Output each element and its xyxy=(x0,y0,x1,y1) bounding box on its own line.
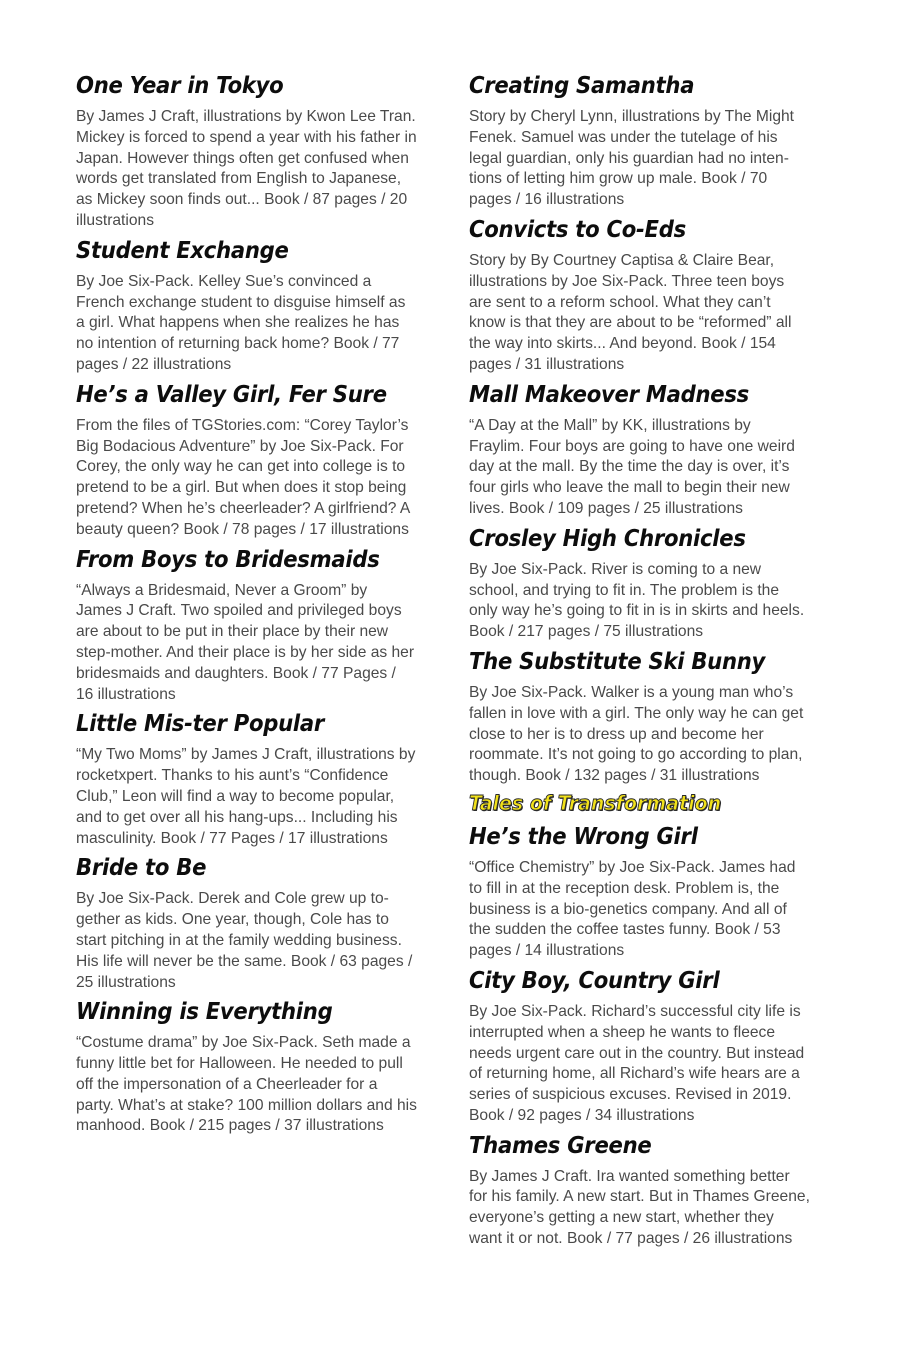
book-description: By James J Craft. Ira wanted something better for his family. A new start. But in Thames Greene, everyone’s getting a new start, whether they want it or not. Book / 77 pages / 26 illustrations xyxy=(469,1167,810,1248)
left-column xyxy=(76,70,438,1140)
book-title: Mall Makeover Madness xyxy=(469,381,749,408)
book-description: By Joe Six-Pack. Richard’s successful city life is interrupted when a sheep he wants to fleece needs urgent care out in the country. But instead of returning home, all Richard’s wife hears are a series of suspicious excuses. Revised in 2019. Book / 92 pages / 34 illustrations xyxy=(469,1002,805,1124)
book-entry xyxy=(469,646,831,787)
book-description: “Office Chemistry” by Joe Six-Pack. James had to fill in at the reception desk. Problem is, the business is a bio-genetics company. And all of the sudden the coffee tastes funny. Book / 53 pages / 14 illustrations xyxy=(469,858,796,960)
book-entry xyxy=(76,70,438,232)
book-description: By Joe Six-Pack. River is coming to a new school, and trying to fit in. The problem is the only way he’s going to fit in is in skirts and heels. Book / 217 pages / 75 illustrations xyxy=(469,560,805,641)
book-description: By James J Craft, illustrations by Kwon Lee Tran. Mickey is forced to spend a year with his father in Japan. However things often get confused when words get translated from English to Japanese, as Mickey soon finds out... Book / 87 pages / 20 illustrations xyxy=(76,108,417,229)
book-description: Story by By Courtney Captisa & Claire Bear, illustrations by Joe Six-Pack. Three teen boys are sent to a reform school. What they can’t know is that they are about to be “reformed” all the way into skirts... And beyond. Book / 154 pages / 31 illustrations xyxy=(469,251,792,373)
book-title: Creating Samantha xyxy=(469,73,695,99)
book-entry xyxy=(76,379,438,541)
book-entry xyxy=(76,235,438,376)
book-title: Convicts to Co-Eds xyxy=(469,216,686,243)
book-title: City Boy, Country Girl xyxy=(469,967,720,994)
book-entry xyxy=(469,70,831,211)
book-title: Winning is Everything xyxy=(76,999,333,1026)
book-title: One Year in Tokyo xyxy=(76,73,284,99)
book-entry xyxy=(469,379,831,520)
book-entry xyxy=(76,852,438,993)
book-entry xyxy=(76,996,438,1137)
book-entry xyxy=(469,821,831,962)
book-title: Bride to Be xyxy=(76,855,207,882)
book-title: He’s a Valley Girl, Fer Sure xyxy=(76,381,387,408)
book-title: Crosley High Chronicles xyxy=(469,525,746,552)
book-description: “A Day at the Mall” by KK, illustrations by Fraylim. Four boys are going to have one weird day at the mall. By the time the day is over, it’s four girls who leave the mall to begin their new lives. Book / 109 pages / 25 illustrations xyxy=(469,416,795,517)
book-title: From Boys to Bridesmaids xyxy=(76,546,380,573)
book-description: Story by Cheryl Lynn, illustrations by The Might Fenek. Samuel was under the tutelage of his legal guardian, only his guardian had no inten- tions of letting him grow up male. Book / 70 pages / 16 illustrations xyxy=(469,108,795,209)
book-entry xyxy=(469,1130,831,1250)
book-title: Student Exchange xyxy=(76,237,289,264)
book-description: By Joe Six-Pack. Kelley Sue’s convinced a French exchange student to disguise himself as a girl. What happens when she realizes he has no intention of returning back home? Book / 77 pages / 22 illustrations xyxy=(76,272,406,373)
book-entry xyxy=(469,523,831,643)
book-description: “Always a Bridesmaid, Never a Groom” by James J Craft. Two spoiled and privileged boys are about to be put in their place by their new step-mother. And their place is by her side as her bridesmaids and daughters. Book / 77 Pages / 16 illustrations xyxy=(76,581,415,703)
book-description: “My Two Moms” by James J Craft, illustrations by rocketxpert. Thanks to his aunt’s “Confidence Club,” Leon will find a way to become popular, and to get over all his hang-ups... Including his masculinity. Book / 77 Pages / 17 illustrations xyxy=(76,746,416,847)
book-description: By Joe Six-Pack. Walker is a young man who’s fallen in love with a girl. The only way he can get close to her is to dress up and become her roommate. It’s not going to go according to plan, though. Book / 132 pages / 31 illustrations xyxy=(469,683,804,785)
series-banner: Tales of Transformation xyxy=(469,790,722,815)
book-title: Thames Greene xyxy=(469,1132,652,1159)
book-entry xyxy=(76,708,438,849)
book-title: He’s the Wrong Girl xyxy=(469,823,698,850)
book-description: “Costume drama” by Joe Six-Pack. Seth made a funny little bet for Halloween. He needed to pull off the impersonation of a Cheerleader for a party. What’s at stake? 100 million dollars and his manhood. Book / 215 pages / 37 illustrations xyxy=(76,1034,417,1135)
book-title: The Substitute Ski Bunny xyxy=(469,648,766,675)
book-entry xyxy=(469,214,831,376)
book-entry xyxy=(76,544,438,706)
book-description: From the files of TGStories.com: “Corey Taylor’s Big Bodacious Adventure” by Joe Six-Pack. For Corey, the only way he can get into college is to pretend to be a girl. But when does it stop being pretend? When he’s cheerleader? A girlfriend? A beauty queen? Book / 78 pages / 17 illustrations xyxy=(76,416,411,538)
book-description: By Joe Six-Pack. Derek and Cole grew up to- gether as kids. One year, though, Cole has to start pitching in at the family wedding business. His life will never be the same. Book / 63 pages / 25 illustrations xyxy=(76,890,413,991)
book-entry xyxy=(469,965,831,1127)
right-column xyxy=(469,70,831,1253)
book-title: Little Mis-ter Popular xyxy=(76,711,325,738)
